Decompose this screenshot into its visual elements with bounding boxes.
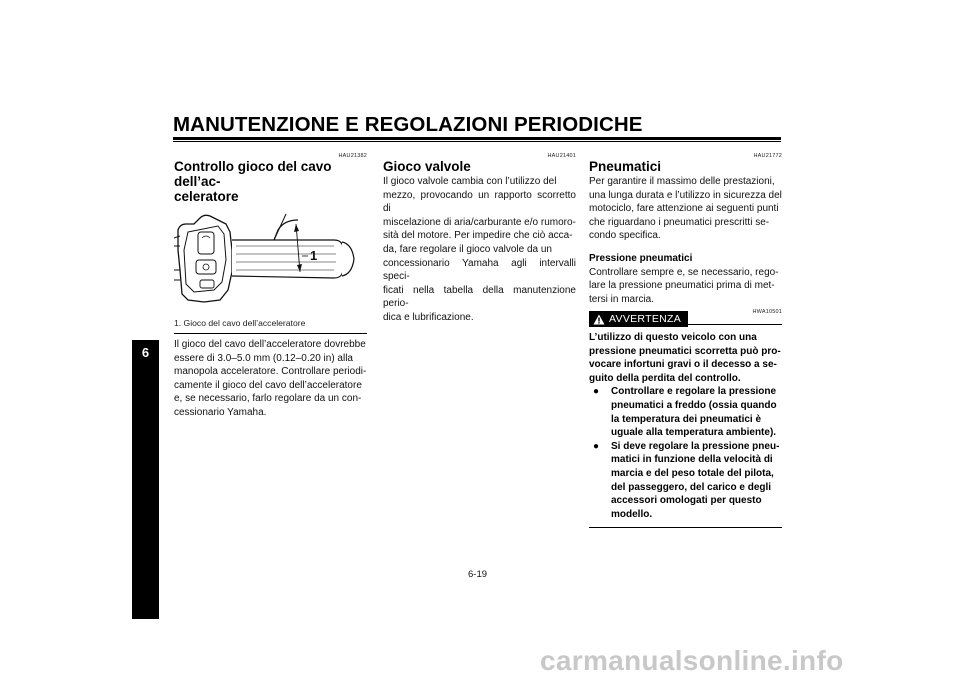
warning-line: accessori omologati per questo: [611, 495, 762, 507]
warning-line: L’utilizzo di questo veicolo con una: [589, 332, 757, 343]
chapter-tab: [132, 340, 159, 619]
body-line: essere di 3.0–5.0 mm (0.12–0.20 in) alla: [174, 352, 353, 364]
body-line: che riguardano i pneumatici prescritti se-: [589, 216, 770, 228]
body-line: miscelazione di aria/carburante e/o rumoro-: [383, 216, 576, 228]
body-line: e, se necessario, farlo regolare da un con-: [174, 393, 362, 405]
section-heading: Pneumatici: [589, 159, 662, 174]
body-line: sità del motore. Per impedire che ciò acca-: [383, 230, 573, 242]
body-line: Controllare sempre e, se necessario, rego-: [589, 266, 779, 278]
warning-line: guito della perdita del controllo.: [589, 372, 741, 384]
warning-bullet: [589, 385, 782, 439]
warning-badge: [589, 311, 688, 327]
section-heading: Gioco valvole: [383, 159, 471, 174]
warning-triangle-icon: [593, 314, 605, 325]
body-line: concessionario Yamaha agli intervalli speci-: [383, 257, 576, 283]
throttle-grip-illustration: [174, 210, 370, 310]
warning-label: AVVERTENZA: [609, 313, 682, 325]
warning-line: pressione pneumatici scorretta può pro-: [589, 345, 781, 357]
caption-rule: [174, 333, 367, 334]
page-title: MANUTENZIONE E REGOLAZIONI PERIODICHE: [173, 113, 643, 136]
warning-line: matici in funzione della velocità di: [611, 454, 773, 466]
warning-line: modello.: [611, 508, 653, 520]
body-line: da, fare regolare il gioco valvole da un: [383, 243, 552, 255]
warning-line: vocare infortuni gravi o il decesso a se-: [589, 359, 777, 371]
warning-line: del passeggero, del carico e degli: [611, 481, 772, 493]
warning-line: la temperatura dei pneumatici è: [611, 413, 762, 425]
figure-caption: 1. Gioco del cavo dell’acceleratore: [174, 318, 306, 328]
warning-box: [589, 311, 782, 528]
warning-line: uguale alla temperatura ambiente).: [611, 427, 777, 439]
section-throttle-cable: [174, 153, 367, 204]
warning-line: marcia e del peso totale del pilota,: [611, 467, 774, 479]
section-code: HAU21401: [547, 153, 576, 159]
title-rule-thin: [173, 141, 781, 142]
bullet-dot: ●: [593, 440, 600, 452]
section-tires: [589, 153, 782, 315]
body-line: ficati nella tabella della manutenzione perio-: [383, 284, 576, 310]
body-line: motociclo, fare attenzione ai seguenti punti: [589, 203, 779, 215]
section-code: HAU21382: [338, 153, 367, 159]
section-valve-clearance: [383, 153, 576, 325]
body-line: dica e lubrificazione.: [383, 311, 474, 323]
warning-intro: [589, 331, 782, 385]
title-rule: [173, 137, 781, 140]
body-line: condo specifica.: [589, 230, 661, 242]
body-line: cessionario Yamaha.: [174, 406, 267, 418]
page-number: 6-19: [468, 569, 488, 580]
chapter-number: 6: [141, 345, 150, 360]
heading-line: celeratore: [174, 189, 239, 204]
watermark: carmanualsonline.info: [540, 645, 844, 676]
warning-code: HWA10501: [752, 309, 782, 316]
body-line: manopola acceleratore. Controllare periodi-: [174, 366, 367, 378]
body-line: lare la pressione pneumatici prima di met-: [589, 280, 775, 292]
warning-bullet: [589, 440, 782, 522]
warning-line: Controllare e regolare la pressione: [611, 386, 777, 398]
tires-body: [589, 175, 782, 243]
warning-line: Si deve regolare la pressione pneu-: [611, 440, 780, 452]
warning-line: pneumatici a freddo (ossia quando: [611, 399, 777, 411]
heading-line: Controllo gioco del cavo dell’ac-: [174, 159, 332, 189]
body-line: tersi in marcia.: [589, 293, 655, 305]
bullet-dot: ●: [593, 386, 600, 398]
body-line: Il gioco del cavo dell’acceleratore dovrebbe: [174, 339, 366, 350]
valve-body: [383, 175, 576, 325]
body-line: Il gioco valvole cambia con l’utilizzo del: [383, 176, 557, 187]
body-line: camente il gioco del cavo dell’acceleratore: [174, 379, 362, 391]
subheading-tire-pressure: Pressione pneumatici: [589, 252, 693, 264]
throttle-body: [174, 338, 367, 420]
warning-top-rule: [688, 324, 782, 325]
body-line: una lunga durata e l’utilizzo in sicurezza del: [589, 189, 782, 201]
figure-callout: 1: [310, 248, 318, 263]
warning-bottom-rule: [589, 527, 782, 528]
section-heading: [174, 159, 367, 204]
tire-pressure-body: [589, 266, 782, 307]
body-line: Per garantire il massimo delle prestazioni,: [589, 176, 775, 187]
section-code: HAU21772: [753, 153, 782, 159]
body-line: mezzo, provocando un rapporto scorretto di: [383, 189, 576, 215]
